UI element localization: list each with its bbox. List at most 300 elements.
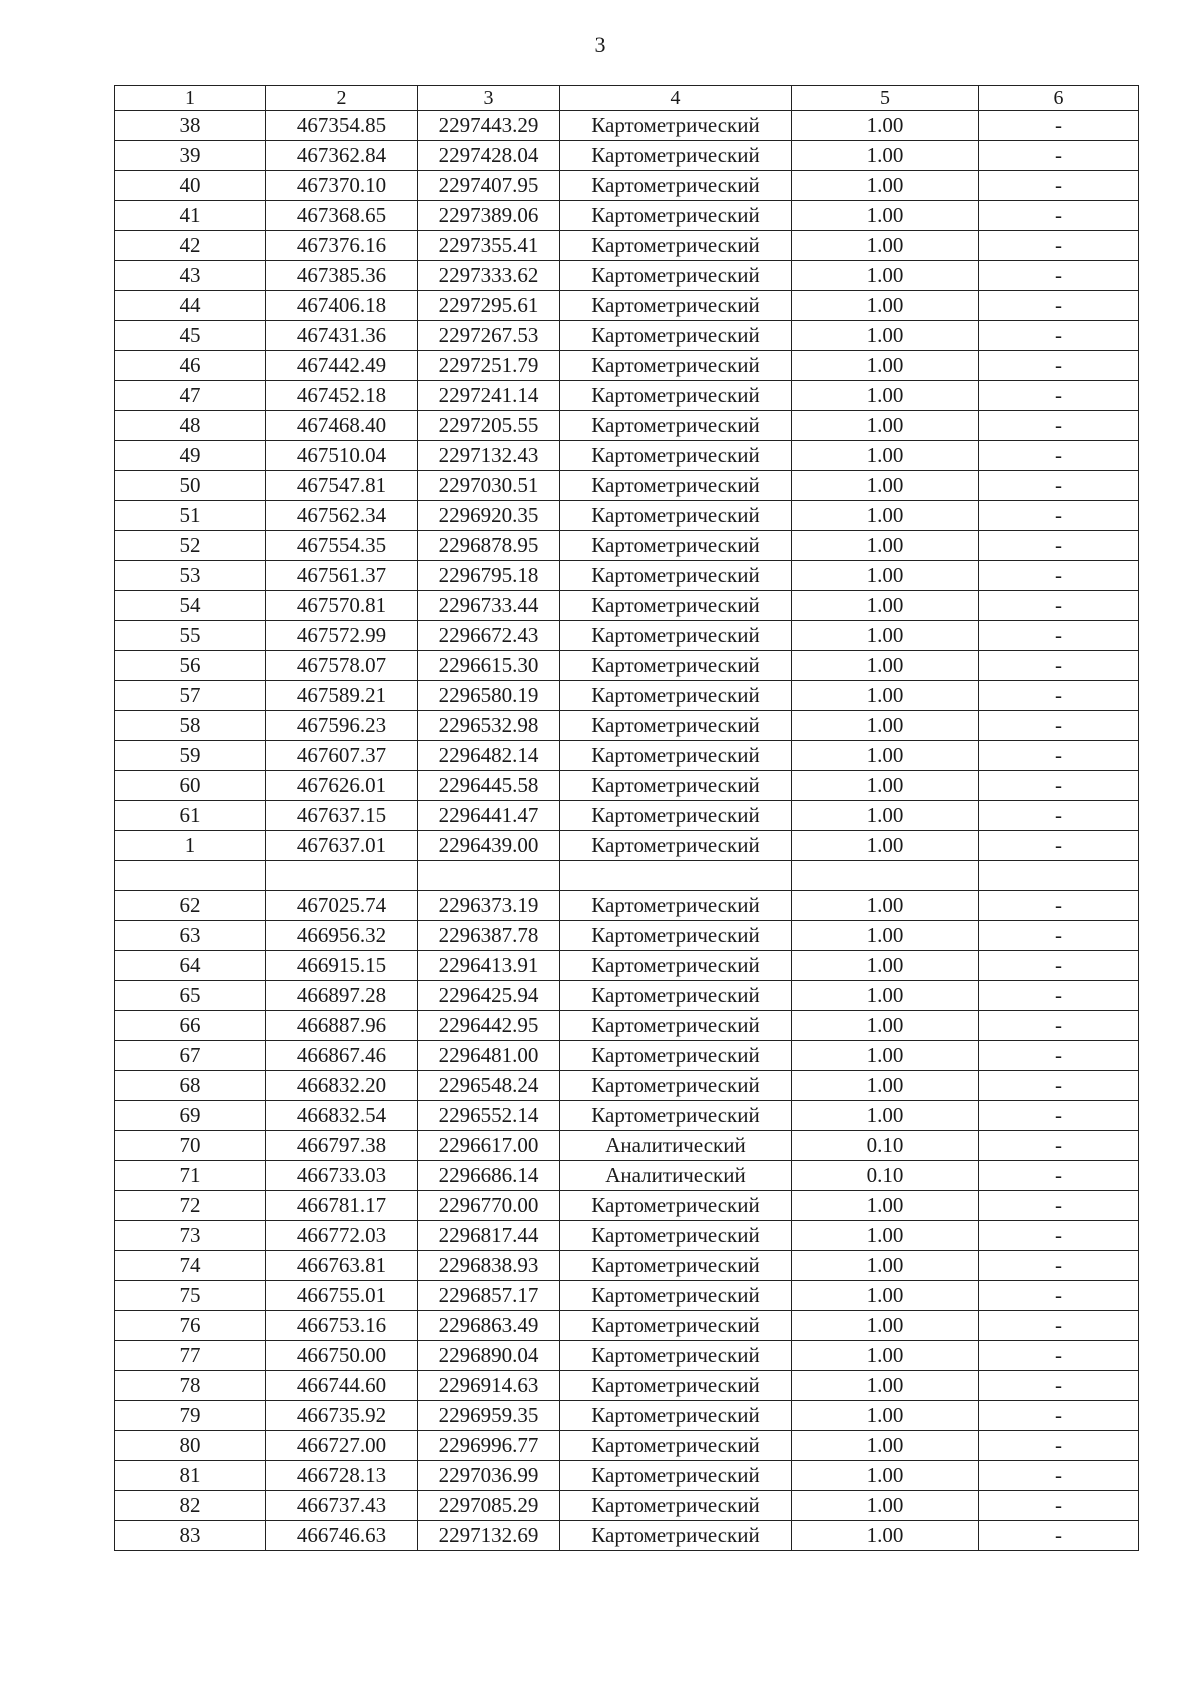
table-row xyxy=(115,981,1139,1011)
y-coordinate-cell: 2297132.69 xyxy=(418,1521,560,1551)
point-number-cell: 62 xyxy=(115,891,266,921)
point-number-cell: 65 xyxy=(115,981,266,1011)
accuracy-cell: 1.00 xyxy=(792,951,979,981)
table-row xyxy=(115,111,1139,141)
note-cell: - xyxy=(979,801,1139,831)
table-row xyxy=(115,1521,1139,1551)
method-cell xyxy=(560,861,792,891)
accuracy-cell: 1.00 xyxy=(792,471,979,501)
accuracy-cell: 0.10 xyxy=(792,1131,979,1161)
x-coordinate-cell: 466897.28 xyxy=(266,981,418,1011)
note-cell: - xyxy=(979,1251,1139,1281)
y-coordinate-cell: 2296552.14 xyxy=(418,1101,560,1131)
method-cell: Картометрический xyxy=(560,711,792,741)
table-row xyxy=(115,921,1139,951)
accuracy-cell: 1.00 xyxy=(792,1191,979,1221)
y-coordinate-cell: 2297295.61 xyxy=(418,291,560,321)
method-cell: Картометрический xyxy=(560,321,792,351)
page-number: 3 xyxy=(594,32,606,57)
note-cell: - xyxy=(979,201,1139,231)
point-number-cell: 61 xyxy=(115,801,266,831)
x-coordinate-cell: 467510.04 xyxy=(266,441,418,471)
note-cell: - xyxy=(979,1131,1139,1161)
accuracy-cell: 1.00 xyxy=(792,1221,979,1251)
point-number-cell: 63 xyxy=(115,921,266,951)
note-cell: - xyxy=(979,231,1139,261)
method-cell: Картометрический xyxy=(560,1521,792,1551)
point-number-cell: 52 xyxy=(115,531,266,561)
point-number-cell: 78 xyxy=(115,1371,266,1401)
note-cell: - xyxy=(979,291,1139,321)
table-row xyxy=(115,1161,1139,1191)
x-coordinate-cell: 466750.00 xyxy=(266,1341,418,1371)
method-cell: Картометрический xyxy=(560,651,792,681)
point-number-cell: 41 xyxy=(115,201,266,231)
table-row xyxy=(115,591,1139,621)
note-cell: - xyxy=(979,1341,1139,1371)
method-cell: Картометрический xyxy=(560,1071,792,1101)
accuracy-cell: 1.00 xyxy=(792,1311,979,1341)
x-coordinate-cell: 467570.81 xyxy=(266,591,418,621)
method-cell: Картометрический xyxy=(560,951,792,981)
accuracy-cell: 1.00 xyxy=(792,171,979,201)
point-number-cell: 48 xyxy=(115,411,266,441)
point-number-cell: 43 xyxy=(115,261,266,291)
method-cell: Картометрический xyxy=(560,531,792,561)
method-cell: Картометрический xyxy=(560,231,792,261)
table-row xyxy=(115,1461,1139,1491)
method-cell: Аналитический xyxy=(560,1161,792,1191)
note-cell: - xyxy=(979,711,1139,741)
point-number-cell: 60 xyxy=(115,771,266,801)
method-cell: Картометрический xyxy=(560,801,792,831)
note-cell: - xyxy=(979,651,1139,681)
y-coordinate-cell: 2296672.43 xyxy=(418,621,560,651)
y-coordinate-cell: 2297251.79 xyxy=(418,351,560,381)
table-body xyxy=(115,111,1139,1551)
point-number-cell: 55 xyxy=(115,621,266,651)
x-coordinate-cell: 466772.03 xyxy=(266,1221,418,1251)
x-coordinate-cell: 467578.07 xyxy=(266,651,418,681)
x-coordinate-cell: 466832.20 xyxy=(266,1071,418,1101)
x-coordinate-cell: 466744.60 xyxy=(266,1371,418,1401)
y-coordinate-cell: 2297267.53 xyxy=(418,321,560,351)
x-coordinate-cell: 467368.65 xyxy=(266,201,418,231)
point-number-cell: 74 xyxy=(115,1251,266,1281)
accuracy-cell: 1.00 xyxy=(792,891,979,921)
y-coordinate-cell: 2296890.04 xyxy=(418,1341,560,1371)
y-coordinate-cell: 2296548.24 xyxy=(418,1071,560,1101)
accuracy-cell: 1.00 xyxy=(792,531,979,561)
x-coordinate-cell: 467596.23 xyxy=(266,711,418,741)
note-cell: - xyxy=(979,681,1139,711)
note-cell: - xyxy=(979,381,1139,411)
accuracy-cell: 1.00 xyxy=(792,981,979,1011)
accuracy-cell: 1.00 xyxy=(792,141,979,171)
point-number-cell: 1 xyxy=(115,831,266,861)
y-coordinate-cell: 2297241.14 xyxy=(418,381,560,411)
method-cell: Картометрический xyxy=(560,171,792,201)
accuracy-cell: 1.00 xyxy=(792,1431,979,1461)
point-number-cell: 57 xyxy=(115,681,266,711)
table-row xyxy=(115,651,1139,681)
point-number-cell: 56 xyxy=(115,651,266,681)
method-cell: Картометрический xyxy=(560,1431,792,1461)
method-cell: Картометрический xyxy=(560,1491,792,1521)
y-coordinate-cell: 2296817.44 xyxy=(418,1221,560,1251)
note-cell: - xyxy=(979,501,1139,531)
note-cell: - xyxy=(979,1311,1139,1341)
x-coordinate-cell: 467547.81 xyxy=(266,471,418,501)
note-cell xyxy=(979,861,1139,891)
note-cell: - xyxy=(979,1281,1139,1311)
x-coordinate-cell: 467431.36 xyxy=(266,321,418,351)
y-coordinate-cell: 2296920.35 xyxy=(418,501,560,531)
accuracy-cell: 1.00 xyxy=(792,441,979,471)
accuracy-cell: 1.00 xyxy=(792,1521,979,1551)
table-row xyxy=(115,321,1139,351)
accuracy-cell: 1.00 xyxy=(792,771,979,801)
x-coordinate-cell: 467354.85 xyxy=(266,111,418,141)
table-row xyxy=(115,501,1139,531)
table-row xyxy=(115,1431,1139,1461)
note-cell: - xyxy=(979,1101,1139,1131)
accuracy-cell: 1.00 xyxy=(792,741,979,771)
note-cell: - xyxy=(979,411,1139,441)
y-coordinate-cell xyxy=(418,861,560,891)
note-cell: - xyxy=(979,441,1139,471)
accuracy-cell: 1.00 xyxy=(792,201,979,231)
x-coordinate-cell: 467626.01 xyxy=(266,771,418,801)
point-number-cell: 44 xyxy=(115,291,266,321)
coordinates-table xyxy=(114,85,1139,1551)
accuracy-cell: 1.00 xyxy=(792,351,979,381)
y-coordinate-cell: 2296387.78 xyxy=(418,921,560,951)
accuracy-cell: 1.00 xyxy=(792,1071,979,1101)
note-cell: - xyxy=(979,141,1139,171)
x-coordinate-cell: 467637.01 xyxy=(266,831,418,861)
y-coordinate-cell: 2296481.00 xyxy=(418,1041,560,1071)
y-coordinate-cell: 2296838.93 xyxy=(418,1251,560,1281)
y-coordinate-cell: 2296996.77 xyxy=(418,1431,560,1461)
note-cell: - xyxy=(979,1041,1139,1071)
point-number-cell: 67 xyxy=(115,1041,266,1071)
note-cell: - xyxy=(979,921,1139,951)
accuracy-cell: 1.00 xyxy=(792,501,979,531)
table-row xyxy=(115,261,1139,291)
point-number-cell: 82 xyxy=(115,1491,266,1521)
point-number-cell: 70 xyxy=(115,1131,266,1161)
table-row xyxy=(115,831,1139,861)
table-row xyxy=(115,681,1139,711)
x-coordinate-cell: 467442.49 xyxy=(266,351,418,381)
method-cell: Картометрический xyxy=(560,1221,792,1251)
table-row xyxy=(115,771,1139,801)
column-header: 4 xyxy=(560,86,792,111)
y-coordinate-cell: 2297428.04 xyxy=(418,141,560,171)
y-coordinate-cell: 2296413.91 xyxy=(418,951,560,981)
accuracy-cell: 1.00 xyxy=(792,381,979,411)
table-row xyxy=(115,1491,1139,1521)
accuracy-cell: 1.00 xyxy=(792,291,979,321)
x-coordinate-cell: 466746.63 xyxy=(266,1521,418,1551)
method-cell: Картометрический xyxy=(560,291,792,321)
x-coordinate-cell: 466832.54 xyxy=(266,1101,418,1131)
column-header: 6 xyxy=(979,86,1139,111)
point-number-cell: 71 xyxy=(115,1161,266,1191)
x-coordinate-cell: 466733.03 xyxy=(266,1161,418,1191)
point-number-cell: 38 xyxy=(115,111,266,141)
table-row xyxy=(115,531,1139,561)
accuracy-cell: 1.00 xyxy=(792,111,979,141)
method-cell: Картометрический xyxy=(560,351,792,381)
x-coordinate-cell: 466781.17 xyxy=(266,1191,418,1221)
method-cell: Картометрический xyxy=(560,981,792,1011)
x-coordinate-cell: 466867.46 xyxy=(266,1041,418,1071)
accuracy-cell: 1.00 xyxy=(792,801,979,831)
point-number-cell xyxy=(115,861,266,891)
method-cell: Картометрический xyxy=(560,381,792,411)
point-number-cell: 81 xyxy=(115,1461,266,1491)
x-coordinate-cell: 467370.10 xyxy=(266,171,418,201)
y-coordinate-cell: 2296914.63 xyxy=(418,1371,560,1401)
method-cell: Картометрический xyxy=(560,681,792,711)
method-cell: Картометрический xyxy=(560,501,792,531)
table-row xyxy=(115,1101,1139,1131)
table-row xyxy=(115,351,1139,381)
y-coordinate-cell: 2296373.19 xyxy=(418,891,560,921)
note-cell: - xyxy=(979,1191,1139,1221)
method-cell: Картометрический xyxy=(560,741,792,771)
table-row xyxy=(115,1251,1139,1281)
method-cell: Картометрический xyxy=(560,141,792,171)
note-cell: - xyxy=(979,1011,1139,1041)
point-number-cell: 58 xyxy=(115,711,266,741)
note-cell: - xyxy=(979,1401,1139,1431)
table-header-row xyxy=(115,86,1139,111)
y-coordinate-cell: 2296795.18 xyxy=(418,561,560,591)
x-coordinate-cell: 467607.37 xyxy=(266,741,418,771)
method-cell: Картометрический xyxy=(560,591,792,621)
y-coordinate-cell: 2297030.51 xyxy=(418,471,560,501)
x-coordinate-cell: 467554.35 xyxy=(266,531,418,561)
note-cell: - xyxy=(979,1221,1139,1251)
note-cell: - xyxy=(979,891,1139,921)
y-coordinate-cell: 2296615.30 xyxy=(418,651,560,681)
point-number-cell: 46 xyxy=(115,351,266,381)
note-cell: - xyxy=(979,111,1139,141)
method-cell: Картометрический xyxy=(560,201,792,231)
accuracy-cell: 1.00 xyxy=(792,1371,979,1401)
x-coordinate-cell: 466887.96 xyxy=(266,1011,418,1041)
x-coordinate-cell: 467637.15 xyxy=(266,801,418,831)
accuracy-cell: 1.00 xyxy=(792,1401,979,1431)
x-coordinate-cell: 466797.38 xyxy=(266,1131,418,1161)
point-number-cell: 42 xyxy=(115,231,266,261)
method-cell: Аналитический xyxy=(560,1131,792,1161)
x-coordinate-cell: 466763.81 xyxy=(266,1251,418,1281)
accuracy-cell: 1.00 xyxy=(792,1341,979,1371)
accuracy-cell: 1.00 xyxy=(792,1281,979,1311)
point-number-cell: 75 xyxy=(115,1281,266,1311)
method-cell: Картометрический xyxy=(560,1401,792,1431)
table-row xyxy=(115,201,1139,231)
y-coordinate-cell: 2296532.98 xyxy=(418,711,560,741)
y-coordinate-cell: 2297205.55 xyxy=(418,411,560,441)
x-coordinate-cell: 467561.37 xyxy=(266,561,418,591)
table-row xyxy=(115,381,1139,411)
x-coordinate-cell: 466753.16 xyxy=(266,1311,418,1341)
method-cell: Картометрический xyxy=(560,1191,792,1221)
y-coordinate-cell: 2296439.00 xyxy=(418,831,560,861)
table-row xyxy=(115,1191,1139,1221)
method-cell: Картометрический xyxy=(560,471,792,501)
y-coordinate-cell: 2296617.00 xyxy=(418,1131,560,1161)
point-number-cell: 45 xyxy=(115,321,266,351)
y-coordinate-cell: 2297132.43 xyxy=(418,441,560,471)
accuracy-cell: 1.00 xyxy=(792,1011,979,1041)
method-cell: Картометрический xyxy=(560,441,792,471)
method-cell: Картометрический xyxy=(560,1011,792,1041)
point-number-cell: 51 xyxy=(115,501,266,531)
accuracy-cell: 1.00 xyxy=(792,681,979,711)
accuracy-cell: 1.00 xyxy=(792,561,979,591)
x-coordinate-cell: 466737.43 xyxy=(266,1491,418,1521)
table-row xyxy=(115,741,1139,771)
note-cell: - xyxy=(979,831,1139,861)
accuracy-cell: 1.00 xyxy=(792,1251,979,1281)
method-cell: Картометрический xyxy=(560,1251,792,1281)
method-cell: Картометрический xyxy=(560,1041,792,1071)
point-number-cell: 68 xyxy=(115,1071,266,1101)
table-row xyxy=(115,231,1139,261)
table-row xyxy=(115,1281,1139,1311)
accuracy-cell: 0.10 xyxy=(792,1161,979,1191)
y-coordinate-cell: 2296425.94 xyxy=(418,981,560,1011)
note-cell: - xyxy=(979,591,1139,621)
accuracy-cell: 1.00 xyxy=(792,1101,979,1131)
table-row xyxy=(115,141,1139,171)
point-number-cell: 73 xyxy=(115,1221,266,1251)
column-header: 3 xyxy=(418,86,560,111)
note-cell: - xyxy=(979,1371,1139,1401)
y-coordinate-cell: 2296580.19 xyxy=(418,681,560,711)
y-coordinate-cell: 2297407.95 xyxy=(418,171,560,201)
note-cell: - xyxy=(979,621,1139,651)
accuracy-cell: 1.00 xyxy=(792,711,979,741)
column-header: 5 xyxy=(792,86,979,111)
point-number-cell: 79 xyxy=(115,1401,266,1431)
table-row xyxy=(115,1071,1139,1101)
point-number-cell: 72 xyxy=(115,1191,266,1221)
accuracy-cell: 1.00 xyxy=(792,651,979,681)
note-cell: - xyxy=(979,981,1139,1011)
column-header: 1 xyxy=(115,86,266,111)
table-row xyxy=(115,891,1139,921)
y-coordinate-cell: 2297389.06 xyxy=(418,201,560,231)
y-coordinate-cell: 2297085.29 xyxy=(418,1491,560,1521)
y-coordinate-cell: 2296863.49 xyxy=(418,1311,560,1341)
y-coordinate-cell: 2296878.95 xyxy=(418,531,560,561)
y-coordinate-cell: 2296482.14 xyxy=(418,741,560,771)
method-cell: Картометрический xyxy=(560,1101,792,1131)
method-cell: Картометрический xyxy=(560,1311,792,1341)
point-number-cell: 50 xyxy=(115,471,266,501)
method-cell: Картометрический xyxy=(560,1281,792,1311)
x-coordinate-cell: 467025.74 xyxy=(266,891,418,921)
y-coordinate-cell: 2297355.41 xyxy=(418,231,560,261)
accuracy-cell: 1.00 xyxy=(792,231,979,261)
note-cell: - xyxy=(979,1161,1139,1191)
method-cell: Картометрический xyxy=(560,111,792,141)
accuracy-cell: 1.00 xyxy=(792,831,979,861)
method-cell: Картометрический xyxy=(560,1371,792,1401)
y-coordinate-cell: 2296445.58 xyxy=(418,771,560,801)
point-number-cell: 49 xyxy=(115,441,266,471)
point-number-cell: 47 xyxy=(115,381,266,411)
x-coordinate-cell: 466735.92 xyxy=(266,1401,418,1431)
note-cell: - xyxy=(979,1071,1139,1101)
method-cell: Картометрический xyxy=(560,771,792,801)
table-row xyxy=(115,1371,1139,1401)
table-row xyxy=(115,621,1139,651)
table-row xyxy=(115,1341,1139,1371)
note-cell: - xyxy=(979,1461,1139,1491)
table-row xyxy=(115,1401,1139,1431)
note-cell: - xyxy=(979,951,1139,981)
y-coordinate-cell: 2297443.29 xyxy=(418,111,560,141)
table-row xyxy=(115,441,1139,471)
x-coordinate-cell: 467376.16 xyxy=(266,231,418,261)
accuracy-cell: 1.00 xyxy=(792,411,979,441)
note-cell: - xyxy=(979,261,1139,291)
method-cell: Картометрический xyxy=(560,891,792,921)
table-row xyxy=(115,411,1139,441)
point-number-cell: 69 xyxy=(115,1101,266,1131)
x-coordinate-cell: 467589.21 xyxy=(266,681,418,711)
point-number-cell: 53 xyxy=(115,561,266,591)
point-number-cell: 83 xyxy=(115,1521,266,1551)
table-row xyxy=(115,801,1139,831)
table-row xyxy=(115,291,1139,321)
table-row xyxy=(115,471,1139,501)
note-cell: - xyxy=(979,351,1139,381)
y-coordinate-cell: 2296441.47 xyxy=(418,801,560,831)
method-cell: Картометрический xyxy=(560,921,792,951)
note-cell: - xyxy=(979,471,1139,501)
accuracy-cell: 1.00 xyxy=(792,261,979,291)
method-cell: Картометрический xyxy=(560,1341,792,1371)
y-coordinate-cell: 2296442.95 xyxy=(418,1011,560,1041)
x-coordinate-cell: 467385.36 xyxy=(266,261,418,291)
x-coordinate-cell: 467572.99 xyxy=(266,621,418,651)
point-number-cell: 54 xyxy=(115,591,266,621)
y-coordinate-cell: 2296959.35 xyxy=(418,1401,560,1431)
point-number-cell: 66 xyxy=(115,1011,266,1041)
point-number-cell: 59 xyxy=(115,741,266,771)
x-coordinate-cell xyxy=(266,861,418,891)
point-number-cell: 39 xyxy=(115,141,266,171)
point-number-cell: 77 xyxy=(115,1341,266,1371)
x-coordinate-cell: 466755.01 xyxy=(266,1281,418,1311)
accuracy-cell: 1.00 xyxy=(792,921,979,951)
accuracy-cell xyxy=(792,861,979,891)
note-cell: - xyxy=(979,1431,1139,1461)
point-number-cell: 40 xyxy=(115,171,266,201)
x-coordinate-cell: 466728.13 xyxy=(266,1461,418,1491)
accuracy-cell: 1.00 xyxy=(792,321,979,351)
x-coordinate-cell: 467562.34 xyxy=(266,501,418,531)
